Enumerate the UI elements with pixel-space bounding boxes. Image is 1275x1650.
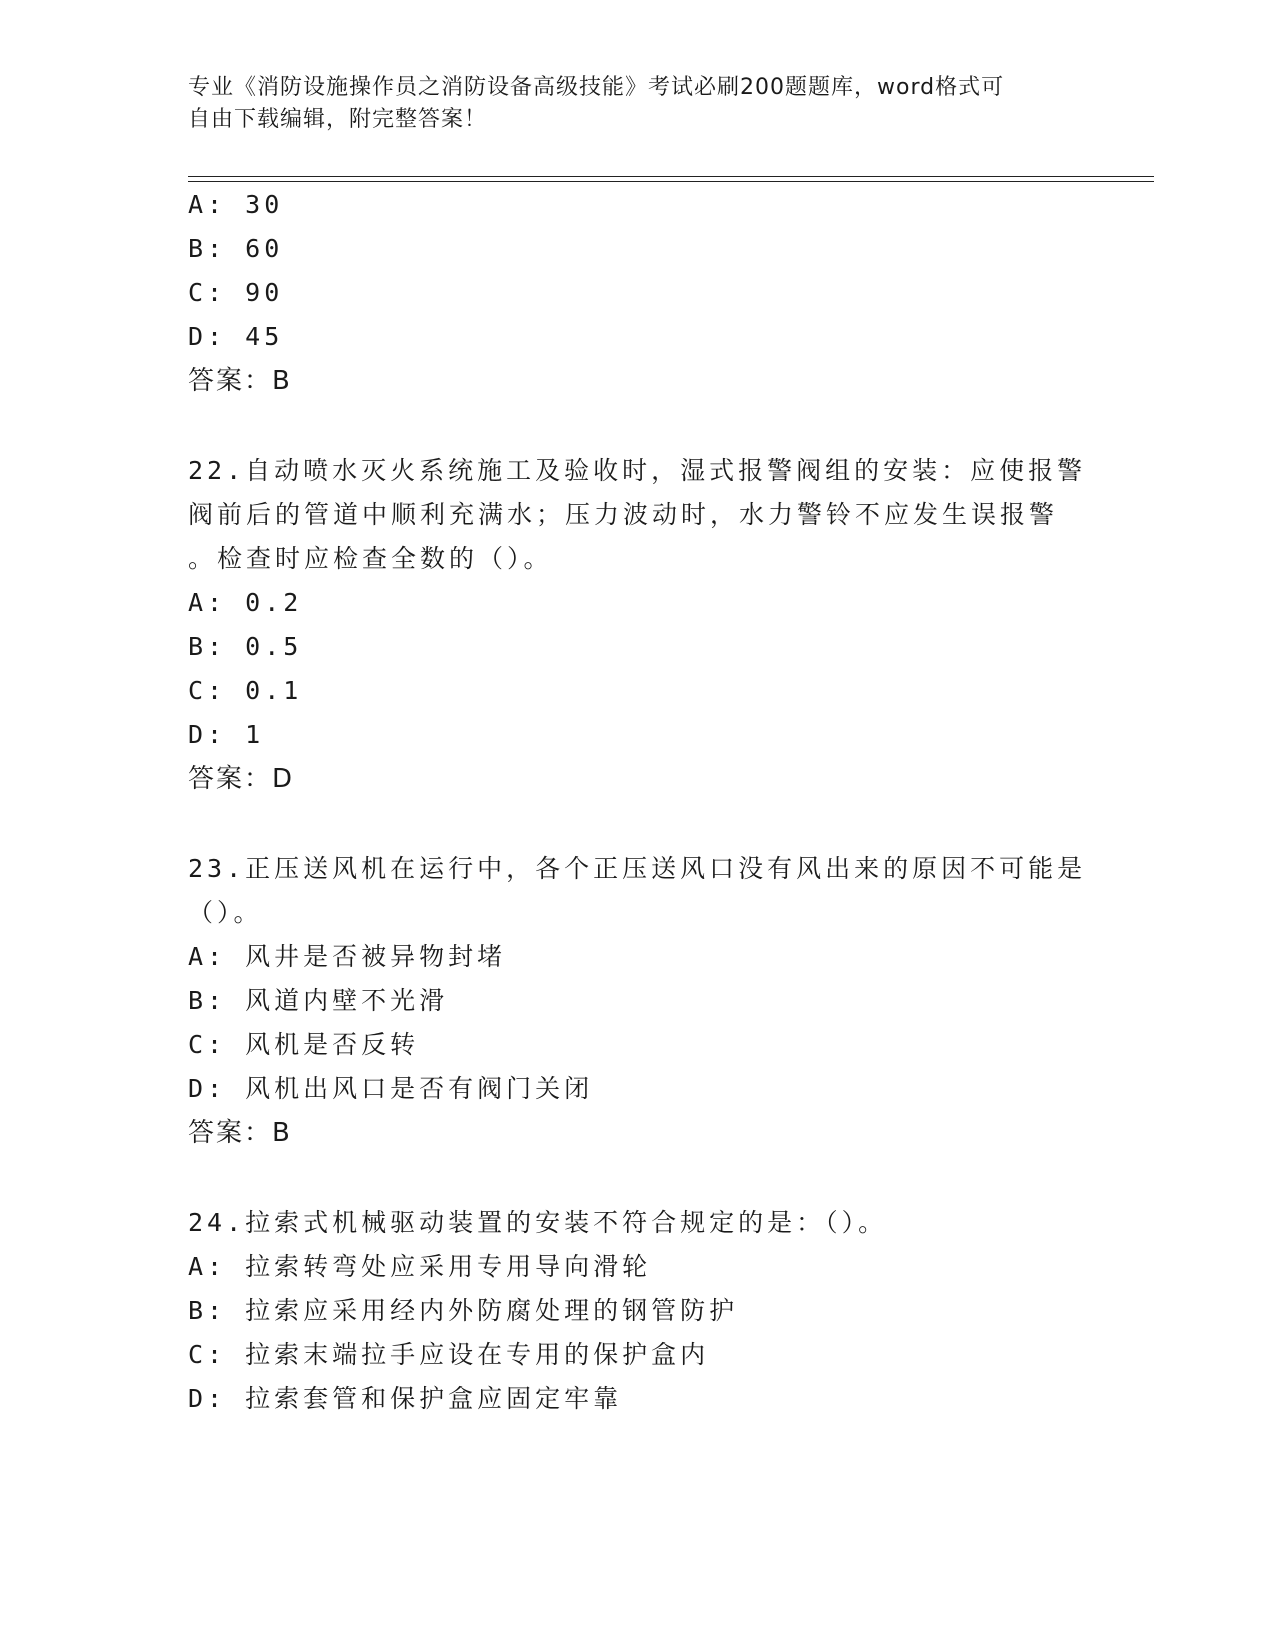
q23-option-c: C: 风机是否反转 [188, 1030, 420, 1059]
q21-option-d: D: 45 [188, 322, 284, 351]
q22-stem-line-3: 。检查时应检查全数的（）。 [188, 544, 553, 573]
q22-stem-line-1: 22.自动喷水灭火系统施工及验收时，湿式报警阀组的安装：应使报警 [188, 456, 1087, 485]
q23-stem-line-2: （）。 [188, 898, 263, 927]
q22-option-c: C: 0.1 [188, 676, 303, 705]
q24-stem-line-1: 24.拉索式机械驱动装置的安装不符合规定的是：（）。 [188, 1208, 888, 1237]
q22-answer: 答案：D [188, 764, 295, 794]
q22-stem-line-2: 阀前后的管道中顺利充满水；压力波动时，水力警铃不应发生误报警 [188, 500, 1059, 529]
q22-option-a: A: 0.2 [188, 588, 303, 617]
q23-option-b: B: 风道内壁不光滑 [188, 986, 449, 1015]
q23-option-d: D: 风机出风口是否有阀门关闭 [188, 1074, 594, 1103]
q24-option-a: A: 拉索转弯处应采用专用导向滑轮 [188, 1252, 652, 1281]
q22-option-b: B: 0.5 [188, 632, 303, 661]
q23-answer: 答案：B [188, 1118, 292, 1148]
q21-option-c: C: 90 [188, 278, 284, 307]
header-line-1: 专业《消防设施操作员之消防设备高级技能》考试必刷200题题库，word格式可 [188, 75, 1005, 100]
q24-option-b: B: 拉索应采用经内外防腐处理的钢管防护 [188, 1296, 739, 1325]
header-divider-bottom [188, 181, 1154, 182]
header-line-2: 自由下载编辑，附完整答案！ [188, 107, 488, 132]
document-header [188, 72, 1088, 136]
q23-stem-line-1: 23.正压送风机在运行中，各个正压送风口没有风出来的原因不可能是 [188, 854, 1087, 883]
q21-option-a: A: 30 [188, 190, 284, 219]
q24-option-c: C: 拉索末端拉手应设在专用的保护盒内 [188, 1340, 710, 1369]
q21-option-b: B: 60 [188, 234, 284, 263]
q24-option-d: D: 拉索套管和保护盒应固定牢靠 [188, 1384, 623, 1413]
header-divider-top [188, 176, 1154, 177]
q21-answer: 答案：B [188, 366, 292, 396]
q23-option-a: A: 风井是否被异物封堵 [188, 942, 507, 971]
q22-option-d: D: 1 [188, 720, 265, 749]
